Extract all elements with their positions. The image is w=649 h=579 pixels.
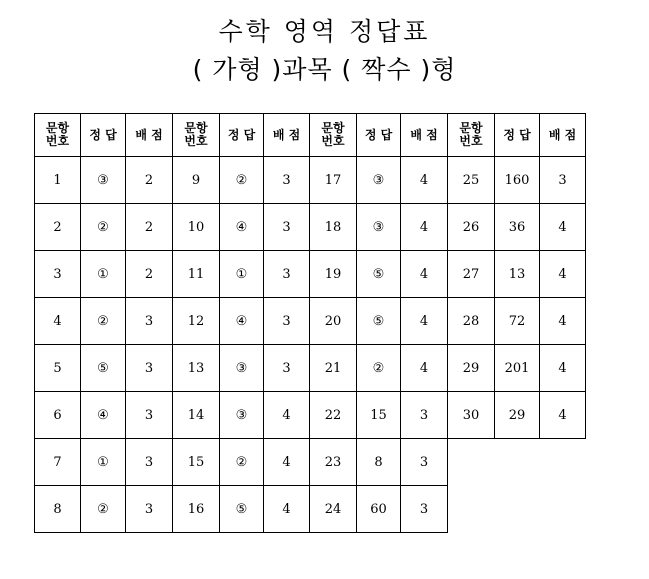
question-number-cell: 16 (173, 486, 220, 533)
question-number-cell: 12 (173, 298, 220, 345)
answer-cell: ⑤ (357, 298, 401, 345)
question-number-cell: 26 (448, 204, 495, 251)
page-subtitle: ( 가형 )과목 ( 짝수 )형 (192, 55, 457, 84)
score-cell: 4 (264, 439, 310, 486)
empty-cell (495, 486, 540, 533)
score-cell: 3 (264, 251, 310, 298)
table-row (35, 439, 586, 486)
score-cell: 4 (540, 298, 586, 345)
question-number-cell: 11 (173, 251, 220, 298)
header-question-number-line1: 문항 (459, 121, 483, 135)
answer-cell: ④ (220, 298, 264, 345)
header-answer: 정 답 (81, 114, 126, 157)
score-cell: 3 (126, 486, 173, 533)
answer-cell: 36 (495, 204, 540, 251)
answer-cell: ⑤ (220, 486, 264, 533)
answer-cell: ② (357, 345, 401, 392)
score-cell: 4 (401, 298, 448, 345)
question-number-cell: 28 (448, 298, 495, 345)
answer-cell: 15 (357, 392, 401, 439)
score-cell: 4 (401, 204, 448, 251)
empty-cell (495, 439, 540, 486)
question-number-cell: 8 (35, 486, 81, 533)
score-cell: 4 (401, 345, 448, 392)
score-cell: 4 (540, 345, 586, 392)
answer-cell: ③ (220, 345, 264, 392)
answer-cell: ③ (220, 392, 264, 439)
answer-cell: 160 (495, 157, 540, 204)
question-number-cell: 30 (448, 392, 495, 439)
answer-cell: ⑤ (357, 251, 401, 298)
question-number-cell: 7 (35, 439, 81, 486)
answer-cell: ③ (81, 157, 126, 204)
answer-table-body (35, 114, 586, 533)
header-question-number (173, 114, 220, 157)
table-row (35, 345, 586, 392)
question-number-cell: 19 (310, 251, 357, 298)
table-row (35, 204, 586, 251)
score-cell: 3 (126, 392, 173, 439)
answer-cell: 8 (357, 439, 401, 486)
answer-cell: 60 (357, 486, 401, 533)
header-question-number-line2: 번호 (321, 134, 345, 148)
table-row (35, 392, 586, 439)
question-number-cell: 29 (448, 345, 495, 392)
answer-cell: 72 (495, 298, 540, 345)
question-number-cell: 2 (35, 204, 81, 251)
page-title: 수학 영역 정답표 (218, 17, 431, 46)
score-cell: 3 (126, 298, 173, 345)
answer-cell: ⑤ (81, 345, 126, 392)
score-cell: 4 (264, 486, 310, 533)
header-answer: 정 답 (495, 114, 540, 157)
answer-cell: 29 (495, 392, 540, 439)
empty-cell (448, 486, 495, 533)
answer-cell: ④ (220, 204, 264, 251)
answer-cell: ② (81, 486, 126, 533)
question-number-cell: 18 (310, 204, 357, 251)
header-question-number-line2: 번호 (459, 134, 483, 148)
score-cell: 4 (264, 392, 310, 439)
table-row (35, 157, 586, 204)
score-cell: 4 (401, 251, 448, 298)
question-number-cell: 13 (173, 345, 220, 392)
question-number-cell: 5 (35, 345, 81, 392)
question-number-cell: 25 (448, 157, 495, 204)
score-cell: 3 (264, 157, 310, 204)
question-number-cell: 17 (310, 157, 357, 204)
header-question-number (310, 114, 357, 157)
answer-cell: 13 (495, 251, 540, 298)
score-cell: 3 (264, 204, 310, 251)
header-question-number-line1: 문항 (184, 121, 208, 135)
score-cell: 4 (540, 392, 586, 439)
question-number-cell: 1 (35, 157, 81, 204)
header-question-number (35, 114, 81, 157)
score-cell: 2 (126, 204, 173, 251)
header-question-number-line2: 번호 (45, 134, 70, 148)
answer-cell: ④ (81, 392, 126, 439)
answer-cell: ① (81, 439, 126, 486)
question-number-cell: 21 (310, 345, 357, 392)
answer-cell: ② (220, 439, 264, 486)
score-cell: 3 (540, 157, 586, 204)
question-number-cell: 15 (173, 439, 220, 486)
answer-table (34, 113, 586, 533)
question-number-cell: 9 (173, 157, 220, 204)
answer-cell: ③ (357, 157, 401, 204)
question-number-cell: 4 (35, 298, 81, 345)
score-cell: 3 (264, 345, 310, 392)
question-number-cell: 23 (310, 439, 357, 486)
empty-cell (448, 439, 495, 486)
score-cell: 3 (126, 439, 173, 486)
answer-cell: ③ (357, 204, 401, 251)
answer-cell: ② (220, 157, 264, 204)
table-row (35, 486, 586, 533)
answer-cell: ① (220, 251, 264, 298)
header-row (35, 114, 586, 157)
header-question-number-line1: 문항 (321, 121, 345, 135)
score-cell: 4 (540, 204, 586, 251)
score-cell: 3 (401, 439, 448, 486)
score-cell: 3 (264, 298, 310, 345)
question-number-cell: 3 (35, 251, 81, 298)
header-score: 배 점 (264, 114, 310, 157)
question-number-cell: 10 (173, 204, 220, 251)
answer-cell: 201 (495, 345, 540, 392)
question-number-cell: 6 (35, 392, 81, 439)
header-question-number-line1: 문항 (45, 121, 70, 135)
header-question-number-line2: 번호 (184, 134, 208, 148)
table-row (35, 251, 586, 298)
empty-cell (540, 486, 586, 533)
table-row (35, 298, 586, 345)
score-cell: 2 (126, 251, 173, 298)
empty-cell (540, 439, 586, 486)
header-score: 배 점 (126, 114, 173, 157)
score-cell: 3 (401, 392, 448, 439)
header-answer: 정 답 (357, 114, 401, 157)
header-answer: 정 답 (220, 114, 264, 157)
header-score: 배 점 (540, 114, 586, 157)
header-score: 배 점 (401, 114, 448, 157)
score-cell: 3 (126, 345, 173, 392)
question-number-cell: 14 (173, 392, 220, 439)
score-cell: 4 (401, 157, 448, 204)
score-cell: 3 (401, 486, 448, 533)
answer-cell: ② (81, 204, 126, 251)
answer-cell: ① (81, 251, 126, 298)
question-number-cell: 24 (310, 486, 357, 533)
question-number-cell: 27 (448, 251, 495, 298)
score-cell: 4 (540, 251, 586, 298)
question-number-cell: 22 (310, 392, 357, 439)
question-number-cell: 20 (310, 298, 357, 345)
score-cell: 2 (126, 157, 173, 204)
answer-cell: ② (81, 298, 126, 345)
header-question-number (448, 114, 495, 157)
